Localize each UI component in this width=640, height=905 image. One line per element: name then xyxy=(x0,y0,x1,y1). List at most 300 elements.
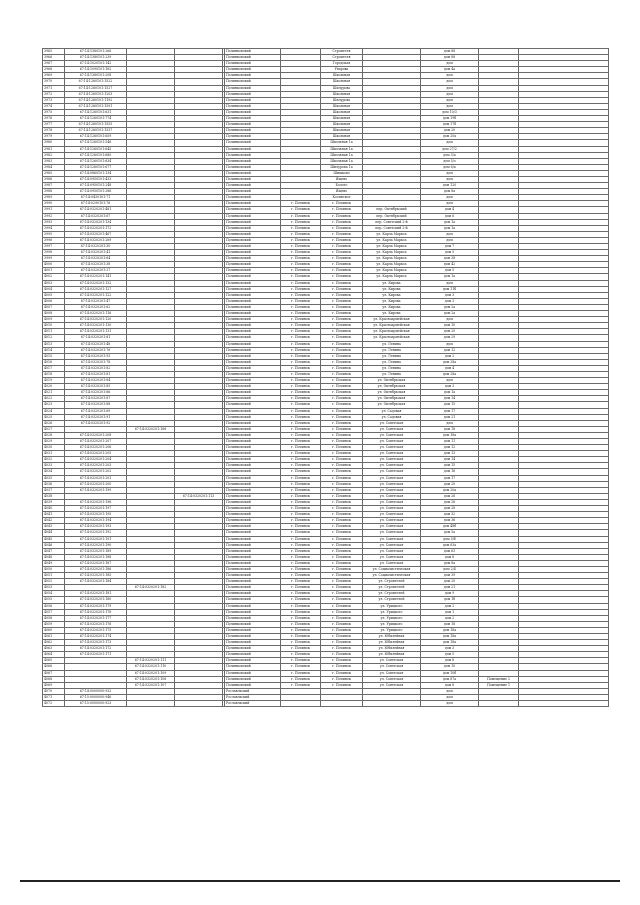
row-number: 4004 xyxy=(43,286,65,292)
house-number: дом xyxy=(421,176,479,182)
locality-type: г. Починок xyxy=(281,304,321,310)
house-number: дом 6 xyxy=(421,213,479,219)
cadastral-number: 67:14:0320201:205 xyxy=(65,451,127,457)
settlement-name: Школьная xyxy=(321,122,363,128)
house-number: дом 28а xyxy=(421,359,479,365)
street-name: ул. Советская xyxy=(363,457,421,463)
street-name: ул. Советская xyxy=(363,439,421,445)
street-name: ул. Красноармейская xyxy=(363,323,421,329)
cadastral-number: 67:14:1380101:208 xyxy=(65,73,127,79)
row-number: 4055 xyxy=(43,597,65,603)
street-name: ул. Кирова xyxy=(363,280,421,286)
district-name: Починковский xyxy=(225,201,281,207)
settlement-name: г. Починок xyxy=(321,280,363,286)
settlement-name: г. Починок xyxy=(321,487,363,493)
street-name: ул. Строителей xyxy=(363,585,421,591)
locality-type: г. Починок xyxy=(281,634,321,640)
settlement-name: г. Починок xyxy=(321,402,363,408)
house-number: дом 17 xyxy=(421,408,479,414)
house-number: дом 17 xyxy=(421,475,479,481)
locality-type: г. Починок xyxy=(281,536,321,542)
cadastral-number: 67:14:1260101:677 xyxy=(65,164,127,170)
row-number: 4045 xyxy=(43,536,65,542)
row-number: 4050 xyxy=(43,566,65,572)
street-name xyxy=(363,701,421,707)
district-name: Починковский xyxy=(225,597,281,603)
locality-type: г. Починок xyxy=(281,512,321,518)
cadastral-number: 67:14:0320201:47 xyxy=(65,298,127,304)
locality-type: г. Починок xyxy=(281,585,321,591)
registry-table xyxy=(42,48,609,707)
row-number: 4062 xyxy=(43,640,65,646)
cadastral-number: 67:14:0320201:178 xyxy=(65,609,127,615)
street-name: ул. Садовая xyxy=(363,408,421,414)
district-name: Починковский xyxy=(225,329,281,335)
street-name: ул. Советская xyxy=(363,664,421,670)
street-name: ул. Строителей xyxy=(363,591,421,597)
cadastral-number: 67:14:0320201:196 xyxy=(65,499,127,505)
district-name: Починковский xyxy=(225,390,281,396)
street-name: ул. Садовая xyxy=(363,414,421,420)
settlement-name: Школьная 1а xyxy=(321,152,363,158)
row-number: 3982 xyxy=(43,152,65,158)
cadastral-number: 67:14:0320201:190 xyxy=(65,542,127,548)
cadastral-number-2: 67:14:0320201:168 xyxy=(127,426,175,432)
cadastral-number: 67:14:0320201:91 xyxy=(65,414,127,420)
row-number: 3980 xyxy=(43,140,65,146)
house-number: дом 48б xyxy=(421,524,479,530)
row-number: 3969 xyxy=(43,73,65,79)
locality-type: г. Починок xyxy=(281,463,321,469)
district-name: Починковский xyxy=(225,627,281,633)
locality-type: г. Починок xyxy=(281,213,321,219)
house-number: дом xyxy=(421,420,479,426)
settlement-name: г. Починок xyxy=(321,585,363,591)
street-name: ул. Советская xyxy=(363,420,421,426)
cadastral-number: 67:14:0320201:78 xyxy=(65,359,127,365)
row-number: 4038 xyxy=(43,493,65,499)
locality-type: г. Починок xyxy=(281,225,321,231)
settlement-name: г. Починок xyxy=(321,591,363,597)
settlement-name: г. Починок xyxy=(321,426,363,432)
house-number: дом 19б xyxy=(421,116,479,122)
settlement-name: г. Починок xyxy=(321,652,363,658)
locality-type: г. Починок xyxy=(281,268,321,274)
district-name: Починковский xyxy=(225,384,281,390)
row-number: 4026 xyxy=(43,420,65,426)
settlement-name: г. Починок xyxy=(321,451,363,457)
street-name: ул. Советская xyxy=(363,524,421,530)
district-name: Починковский xyxy=(225,414,281,420)
street-name: пер. Октябрьский xyxy=(363,207,421,213)
district-name: Рославльский xyxy=(225,688,281,694)
house-number: дом 20 xyxy=(421,481,479,487)
settlement-name: Школьная 1а xyxy=(321,146,363,152)
cadastral-number-3 xyxy=(175,701,223,707)
district-name: Починковский xyxy=(225,158,281,164)
cadastral-number-2: 67:14:0320201:107 xyxy=(127,682,175,688)
locality-type: г. Починок xyxy=(281,365,321,371)
settlement-name: г. Починок xyxy=(321,213,363,219)
settlement-name: г. Починок xyxy=(321,329,363,335)
settlement-name: г. Починок xyxy=(321,646,363,652)
house-number: дом 1б xyxy=(421,597,479,603)
row-number: 3965 xyxy=(43,49,65,55)
settlement-name: г. Починок xyxy=(321,341,363,347)
cadastral-number: 67:14:0320201:192 xyxy=(65,530,127,536)
district-name: Починковский xyxy=(225,536,281,542)
cadastral-number: 67:14:0320201:481 xyxy=(65,207,127,213)
house-number: дом 88 xyxy=(421,49,479,55)
cadastral-number: 67:14:0320201:188 xyxy=(65,554,127,560)
cadastral-number: 67:14:1380101:266 xyxy=(65,49,127,55)
locality-type: г. Починок xyxy=(281,591,321,597)
row-number: 3971 xyxy=(43,85,65,91)
cadastral-number: 67:14:0320201:187 xyxy=(65,560,127,566)
settlement-name: Болото xyxy=(321,183,363,189)
street-name: ул. Октябрьская xyxy=(363,402,421,408)
locality-type: г. Починок xyxy=(281,244,321,250)
locality-type: г. Починок xyxy=(281,451,321,457)
street-name: ул. Кирова xyxy=(363,298,421,304)
street-name: ул. Юбилейная xyxy=(363,634,421,640)
house-number: дом 21 xyxy=(421,585,479,591)
settlement-name: г. Починок xyxy=(321,268,363,274)
row-number: 4012 xyxy=(43,335,65,341)
house-number: дом 9 xyxy=(421,591,479,597)
settlement-name: г. Починок xyxy=(321,225,363,231)
house-number: дом xyxy=(421,688,479,694)
house-number: дом 42 xyxy=(421,262,479,268)
cadastral-number: 67:14:0320201:132 xyxy=(65,280,127,286)
house-number: дом 8а xyxy=(421,189,479,195)
row-number: 4041 xyxy=(43,512,65,518)
district-name: Починковский xyxy=(225,152,281,158)
settlement-name: г. Починок xyxy=(321,323,363,329)
locality-type: г. Починок xyxy=(281,469,321,475)
district-name: Починковский xyxy=(225,347,281,353)
cadastral-number: 67:14:0320201:181 xyxy=(65,591,127,597)
row-number: 4015 xyxy=(43,353,65,359)
cadastral-number: 67:14:0320201:86 xyxy=(65,390,127,396)
locality-type: г. Починок xyxy=(281,201,321,207)
cadastral-number: 67:14:0320201:93 xyxy=(65,353,127,359)
street-name: ул. Социалистическая xyxy=(363,573,421,579)
row-number: 4068 xyxy=(43,676,65,682)
premises-note: Помещение 2 xyxy=(479,676,519,682)
cadastral-number: 67:14:0320201:172 xyxy=(65,225,127,231)
cadastral-number: 67:14:0860101:134 xyxy=(65,170,127,176)
settlement-name: Уварова xyxy=(321,67,363,73)
cadastral-number: 67:14:0320201:81 xyxy=(65,335,127,341)
district-name: Починковский xyxy=(225,426,281,432)
street-name: ул. Ленина xyxy=(363,353,421,359)
street-name: ул. Советская xyxy=(363,445,421,451)
house-number: дом 8 xyxy=(421,658,479,664)
row-number: 3999 xyxy=(43,256,65,262)
house-number: дом xyxy=(421,701,479,707)
street-name: ул. Советская xyxy=(363,560,421,566)
locality-type: г. Починок xyxy=(281,487,321,493)
row-number: 3977 xyxy=(43,122,65,128)
row-number: 4002 xyxy=(43,274,65,280)
district-name: Починковский xyxy=(225,646,281,652)
house-number: дом xyxy=(421,237,479,243)
cadastral-number: 67:14:1260101:1522 xyxy=(65,79,127,85)
row-number: 4021 xyxy=(43,390,65,396)
house-number: дом 1а xyxy=(421,225,479,231)
cadastral-number: 67:14:0320201:48 xyxy=(65,341,127,347)
district-name: Починковский xyxy=(225,207,281,213)
locality-type: г. Починок xyxy=(281,664,321,670)
street-name: ул. Советская xyxy=(363,518,421,524)
locality-type: г. Починок xyxy=(281,682,321,688)
settlement-name: г. Починок xyxy=(321,579,363,585)
cadastral-number: 67:14:0320201:30 xyxy=(65,244,127,250)
cadastral-number: 67:14:0320201:131 xyxy=(65,329,127,335)
row-number: 4022 xyxy=(43,396,65,402)
settlement-name: г. Починок xyxy=(321,621,363,627)
settlement-name: г. Починок xyxy=(321,237,363,243)
street-name: ул. Октябрьская xyxy=(363,390,421,396)
cadastral-number: 67:14:0320201:194 xyxy=(65,518,127,524)
street-name: ул. Строителей xyxy=(363,579,421,585)
row-number: 4060 xyxy=(43,627,65,633)
house-number: дом xyxy=(421,61,479,67)
street-name: ул. Советская xyxy=(363,463,421,469)
cadastral-number: 67:14:0320201:201 xyxy=(65,475,127,481)
locality-type: г. Починок xyxy=(281,439,321,445)
locality-type: г. Починок xyxy=(281,646,321,652)
row-number: 3992 xyxy=(43,213,65,219)
street-name: ул. Урицкого xyxy=(363,609,421,615)
row-number: 4061 xyxy=(43,634,65,640)
house-number: дом xyxy=(421,694,479,700)
cadastral-number: 67:14:1260101:645 xyxy=(65,146,127,152)
row-number: 4047 xyxy=(43,548,65,554)
locality-type: г. Починок xyxy=(281,524,321,530)
street-name: ул. Ленина xyxy=(363,341,421,347)
street-name: ул. Красноармейская xyxy=(363,317,421,323)
settlement-name: г. Починок xyxy=(321,518,363,524)
street-name: ул. Красноармейская xyxy=(363,329,421,335)
house-number: дом 20 xyxy=(421,579,479,585)
row-number: 4039 xyxy=(43,499,65,505)
locality-type: г. Починок xyxy=(281,560,321,566)
house-number: дом xyxy=(421,85,479,91)
cadastral-number: 67:14:0320201:197 xyxy=(65,506,127,512)
house-number: дом 5/з xyxy=(421,158,479,164)
settlement-name: г. Починок xyxy=(321,566,363,572)
row-number: 3972 xyxy=(43,91,65,97)
settlement-name: Строителя xyxy=(321,49,363,55)
locality-type: г. Починок xyxy=(281,250,321,256)
cadastral-number-2 xyxy=(127,701,175,707)
cadastral-number: 67:14:0320201:206 xyxy=(65,445,127,451)
street-name: ул. Советская xyxy=(363,487,421,493)
district-name: Починковский xyxy=(225,49,281,55)
house-number: дом xyxy=(421,195,479,201)
locality-type: г. Починок xyxy=(281,530,321,536)
street-name: ул. Юбилейная xyxy=(363,640,421,646)
house-number: дом 3 xyxy=(421,292,479,298)
locality-type: г. Починок xyxy=(281,506,321,512)
street-name: ул. Урицкого xyxy=(363,621,421,627)
house-number: дом 120 xyxy=(421,183,479,189)
cadastral-number-3: 67:14:0320201:113 xyxy=(175,493,223,499)
district-name: Починковский xyxy=(225,311,281,317)
settlement-name: г. Починок xyxy=(321,560,363,566)
row-number: 4023 xyxy=(43,402,65,408)
street-name: ул. Урицкого xyxy=(363,615,421,621)
district-name: Починковский xyxy=(225,548,281,554)
street-name: ул. Карла Маркса xyxy=(363,268,421,274)
row-number: 3970 xyxy=(43,79,65,85)
district-name: Починковский xyxy=(225,353,281,359)
settlement-name: Шишково xyxy=(321,170,363,176)
house-number: дом 3 xyxy=(421,298,479,304)
cadastral-number: 67:14:0430101:71 xyxy=(65,195,127,201)
street-name: ул. Карла Маркса xyxy=(363,262,421,268)
district-name: Починковский xyxy=(225,664,281,670)
house-number: дом 26 xyxy=(421,493,479,499)
street-name: ул. Советская xyxy=(363,499,421,505)
house-number: дом 28а xyxy=(421,371,479,377)
cadastral-number: 67:14:0320201:62 xyxy=(65,304,127,310)
locality-type: г. Починок xyxy=(281,493,321,499)
settlement-name: г. Починок xyxy=(321,347,363,353)
row-number: 4001 xyxy=(43,268,65,274)
district-name: Починковский xyxy=(225,463,281,469)
street-name: ул. Юбилейная xyxy=(363,646,421,652)
row-number: 3996 xyxy=(43,237,65,243)
locality-type: г. Починок xyxy=(281,420,321,426)
district-name: Починковский xyxy=(225,298,281,304)
cadastral-number: 67:14:0320201:208 xyxy=(65,432,127,438)
cadastral-number: 67:14:1260101:1203 xyxy=(65,91,127,97)
street-name: ул. Карла Маркса xyxy=(363,274,421,280)
settlement-name: г. Починок xyxy=(321,304,363,310)
settlement-name: г. Починок xyxy=(321,573,363,579)
settlement-name: г. Починок xyxy=(321,670,363,676)
district-name: Починковский xyxy=(225,566,281,572)
house-number: дом xyxy=(421,231,479,237)
district-name: Починковский xyxy=(225,231,281,237)
locality-type: г. Починок xyxy=(281,414,321,420)
house-number: дом 4а xyxy=(421,67,479,73)
house-number: дом 8 xyxy=(421,554,479,560)
house-number: дом 3 xyxy=(421,646,479,652)
row-number: 4046 xyxy=(43,542,65,548)
district-name: Починковский xyxy=(225,213,281,219)
settlement-name: г. Починок xyxy=(321,609,363,615)
house-number: дом 21 xyxy=(421,414,479,420)
house-number: дом 5а xyxy=(421,530,479,536)
settlement-name: г. Починок xyxy=(321,256,363,262)
house-number: дом 8а xyxy=(421,560,479,566)
settlement-name: г. Починок xyxy=(321,414,363,420)
cadastral-number: 67:14:0320201:269 xyxy=(65,237,127,243)
district-name: Починковский xyxy=(225,256,281,262)
locality-type: г. Починок xyxy=(281,408,321,414)
district-name: Починковский xyxy=(225,432,281,438)
settlement-name: г. Починок xyxy=(321,445,363,451)
house-number: дом 8 xyxy=(421,682,479,688)
settlement-name: г. Починок xyxy=(321,371,363,377)
district-name: Починковский xyxy=(225,73,281,79)
settlement-name: г. Починок xyxy=(321,640,363,646)
locality-type: г. Починок xyxy=(281,566,321,572)
house-number: дом 13 xyxy=(421,451,479,457)
settlement-name: Школьная 1а xyxy=(321,140,363,146)
district-name: Починковский xyxy=(225,317,281,323)
cadastral-number: 67:14:0320201:204 xyxy=(65,457,127,463)
district-name: Починковский xyxy=(225,189,281,195)
row-number: 4003 xyxy=(43,280,65,286)
cadastral-number: 67:14:0320201:141 xyxy=(65,274,127,280)
settlement-name: г. Починок xyxy=(321,432,363,438)
cadastral-number: 67:14:0950101:286 xyxy=(65,189,127,195)
district-name: Починковский xyxy=(225,79,281,85)
row-number: 4072 xyxy=(43,701,65,707)
settlement-name: г. Починок xyxy=(321,335,363,341)
district-name: Починковский xyxy=(225,85,281,91)
row-number: 3974 xyxy=(43,103,65,109)
cadastral-number: 67:14:0950101:248 xyxy=(65,183,127,189)
locality-type: г. Починок xyxy=(281,548,321,554)
settlement-name: г. Починок xyxy=(321,244,363,250)
house-number: дом 32 xyxy=(421,512,479,518)
settlement-name: г. Починок xyxy=(321,286,363,292)
settlement-name: г. Починок xyxy=(321,676,363,682)
district-name: Починковский xyxy=(225,359,281,365)
locality-type: г. Починок xyxy=(281,554,321,560)
house-number: дом 28 xyxy=(421,506,479,512)
cadastral-number: 67:14:1260101:1192 xyxy=(65,97,127,103)
row-number: 4032 xyxy=(43,457,65,463)
street-name: ул. Кирова xyxy=(363,292,421,298)
settlement-name: г. Починок xyxy=(321,420,363,426)
locality-type: г. Починок xyxy=(281,262,321,268)
house-number: дом 10/3 xyxy=(421,109,479,115)
cadastral-number: 67:14:0320201:88 xyxy=(65,402,127,408)
district-name: Починковский xyxy=(225,499,281,505)
house-number: дом xyxy=(421,103,479,109)
street-name: ул. Советская xyxy=(363,493,421,499)
table-row xyxy=(43,701,609,707)
cadastral-number: 67:14:1260101:1591 xyxy=(65,103,127,109)
district-name: Починковский xyxy=(225,487,281,493)
row-number: 4019 xyxy=(43,378,65,384)
house-number: дом 10 xyxy=(421,664,479,670)
row-number: 4028 xyxy=(43,432,65,438)
district-name: Починковский xyxy=(225,481,281,487)
street-name: пер. Октябрьский xyxy=(363,213,421,219)
locality-type: г. Починок xyxy=(281,256,321,262)
settlement-name: г. Починок xyxy=(321,359,363,365)
house-number: дом 4 xyxy=(421,365,479,371)
settlement-name: г. Починок xyxy=(321,548,363,554)
settlement-name: Строителя xyxy=(321,55,363,61)
row-number: 4044 xyxy=(43,530,65,536)
cadastral-number: 67:14:0320201:195 xyxy=(65,512,127,518)
row-number: 3997 xyxy=(43,244,65,250)
bottom-rule xyxy=(20,880,620,882)
district-name: Починковский xyxy=(225,146,281,152)
house-number: дом 63 xyxy=(421,548,479,554)
cadastral-number: 67:14:1260101:659 xyxy=(65,134,127,140)
house-number: дом 17б xyxy=(421,122,479,128)
